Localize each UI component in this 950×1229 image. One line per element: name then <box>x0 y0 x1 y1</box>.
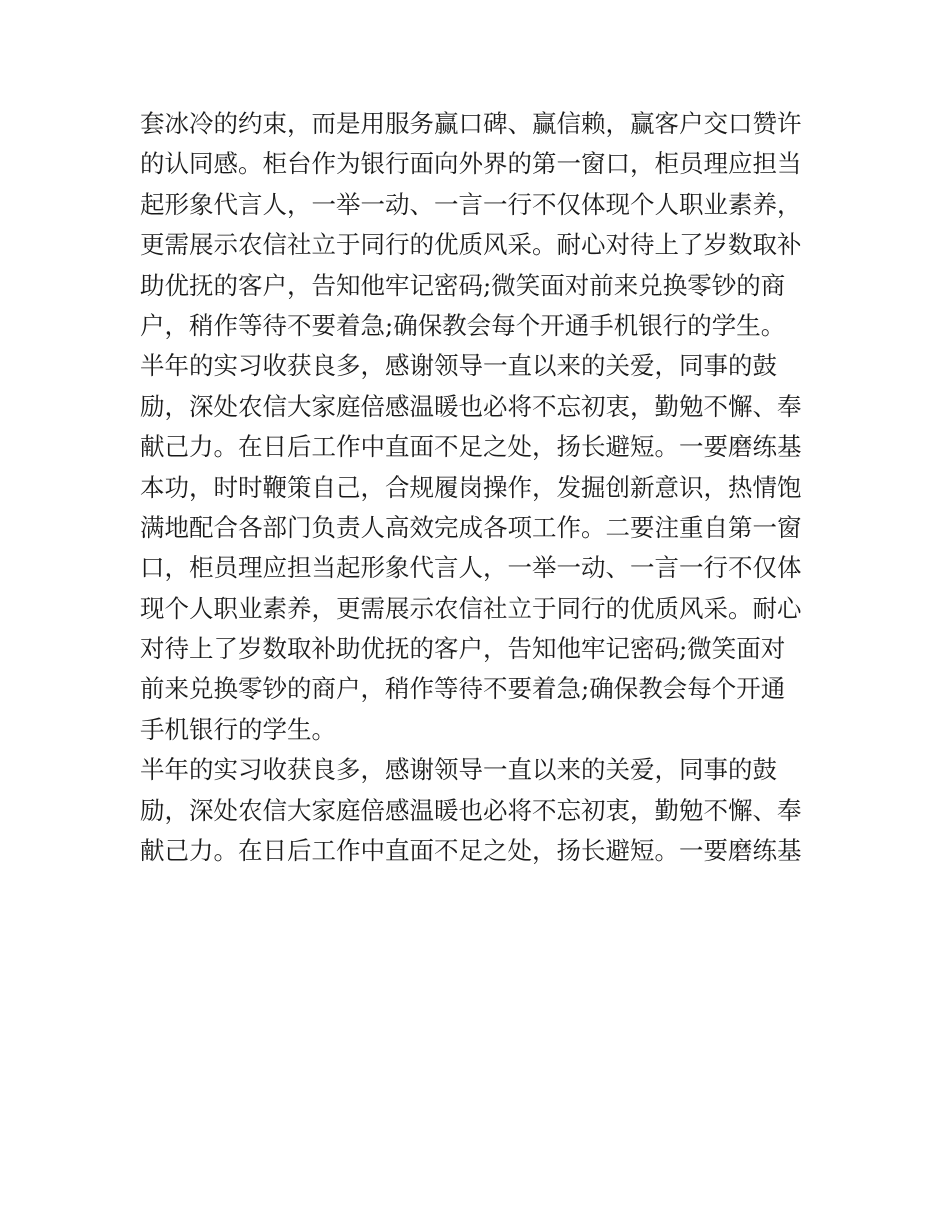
text-line: 起形象代言人，一举一动、一言一行不仅体现个人职业素养， <box>140 189 802 219</box>
text-line: 现个人职业素养，更需展示农信社立于同行的优质风采。耐心 <box>140 593 802 623</box>
text-line: 对待上了岁数取补助优抚的客户，告知他牢记密码;微笑面对 <box>140 634 786 664</box>
text-line: 本功，时时鞭策自己，合规履岗操作，发掘创新意识，热情饱 <box>140 472 802 502</box>
text-line: 户，稍作等待不要着急;确保教会每个开通手机银行的学生。 <box>140 310 786 340</box>
text-line: 励，深处农信大家庭倍感温暖也必将不忘初衷，勤勉不懈、奉 <box>140 391 802 421</box>
text-line: 前来兑换零钞的商户，稍作等待不要着急;确保教会每个开通 <box>140 674 786 704</box>
text-line: 助优抚的客户，告知他牢记密码;微笑面对前来兑换零钞的商 <box>140 270 786 300</box>
text-line: 满地配合各部门负责人高效完成各项工作。二要注重自第一窗 <box>140 512 802 542</box>
text-line: 励，深处农信大家庭倍感温暖也必将不忘初衷，勤勉不懈、奉 <box>140 795 802 825</box>
text-line: 的认同感。柜台作为银行面向外界的第一窗口，柜员理应担当 <box>140 149 802 179</box>
text-line: 套冰冷的约束，而是用服务赢口碑、赢信赖，赢客户交口赞许 <box>140 109 802 138</box>
text-line: 半年的实习收获良多，感谢领导一直以来的关爱，同事的鼓 <box>140 755 777 785</box>
text-line: 手机银行的学生。 <box>140 714 336 744</box>
body-text <box>140 104 820 871</box>
text-line: 半年的实习收获良多，感谢领导一直以来的关爱，同事的鼓 <box>140 351 777 381</box>
text-line: 口，柜员理应担当起形象代言人，一举一动、一言一行不仅体 <box>140 553 802 583</box>
text-line: 更需展示农信社立于同行的优质风采。耐心对待上了岁数取补 <box>140 230 802 260</box>
text-line: 献己力。在日后工作中直面不足之处，扬长避短。一要磨练基 <box>140 432 802 462</box>
text-line: 献己力。在日后工作中直面不足之处，扬长避短。一要磨练基 <box>140 836 802 866</box>
